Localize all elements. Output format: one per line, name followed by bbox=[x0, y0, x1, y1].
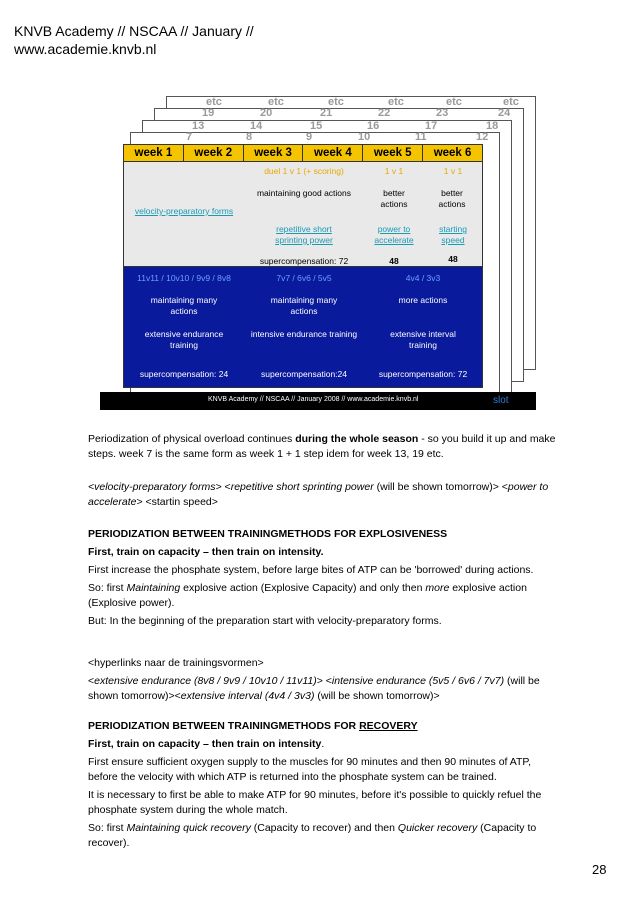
etc-label: etc bbox=[328, 96, 344, 108]
link-repetitive-sprinting[interactable]: repetitive short sprinting power bbox=[230, 481, 374, 493]
duel-label: duel 1 v 1 (+ scoring) bbox=[264, 166, 344, 176]
text-span: explosive action (Explosive Capacity) and only then bbox=[180, 582, 426, 594]
link-extensive-interval[interactable]: extensive interval (4v4 / 3v3) bbox=[180, 690, 315, 702]
week-number: 10 bbox=[358, 131, 371, 143]
supercompensation-label: supercompensation: 72 bbox=[378, 369, 468, 379]
text-span: . bbox=[321, 738, 325, 750]
repetitive-sprinting-link[interactable]: repetitive short sprinting power bbox=[275, 224, 333, 245]
one-v-one-label: 1 v 1 bbox=[384, 166, 404, 176]
paragraph: First ensure sufficient oxygen supply to the muscles for 90 minutes and then 90 minutes of ATP, before the velocity with which ATP is returned into the phosphate system can be trained. bbox=[88, 756, 531, 783]
text-span: (will be shown tomorrow)>< bbox=[88, 675, 540, 702]
game-forms-label[interactable]: 11v11 / 10v10 / 9v9 / 8v8 bbox=[137, 273, 231, 283]
week-number: 20 bbox=[260, 107, 273, 119]
week-number: 8 bbox=[246, 131, 253, 143]
endurance-section bbox=[123, 266, 483, 388]
week-number: 13 bbox=[192, 120, 205, 132]
text-span: explosive action (Explosive power). bbox=[88, 582, 527, 609]
week-number: 21 bbox=[320, 107, 333, 119]
week-number: 17 bbox=[425, 120, 438, 132]
paragraph: But: In the beginning of the preparation start with velocity-preparatory forms. bbox=[88, 615, 442, 627]
etc-label: etc bbox=[446, 96, 462, 108]
link-extensive-endurance[interactable]: extensive endurance (8v8 / 9v9 / 10v10 / 11v11) bbox=[94, 675, 317, 687]
week-label: week 2 bbox=[184, 145, 244, 161]
slot-link[interactable]: slot bbox=[493, 395, 509, 406]
paragraph-links-explosive bbox=[88, 480, 558, 510]
extensive-endurance-training: extensive endurance training bbox=[144, 329, 224, 350]
week-number: 22 bbox=[378, 107, 391, 119]
section-subheading: First, train on capacity – then train on intensity. bbox=[88, 546, 324, 558]
text-emphasis: during the whole season bbox=[295, 433, 419, 445]
text-span: (will be shown tomorrow)> < bbox=[373, 481, 508, 493]
etc-label: etc bbox=[268, 96, 284, 108]
explosiveness-section bbox=[123, 162, 483, 267]
extensive-interval-training: extensive interval training bbox=[390, 329, 456, 350]
maintaining-many-actions: maintaining many actions bbox=[270, 295, 338, 316]
text-span: < bbox=[88, 675, 95, 687]
velocity-preparatory-link[interactable]: velocity-preparatory forms bbox=[134, 206, 234, 216]
more-actions: more actions bbox=[398, 295, 448, 305]
text-span: (will be shown tomorrow)> bbox=[314, 690, 440, 702]
page-number: 28 bbox=[592, 862, 607, 877]
text-emphasis: Maintaining quick recovery bbox=[126, 822, 251, 834]
section-explosiveness bbox=[88, 527, 558, 629]
supercompensation-label: supercompensation: 72 bbox=[259, 256, 349, 266]
game-forms-label[interactable]: 4v4 / 3v3 bbox=[405, 273, 441, 283]
week-number: 24 bbox=[498, 107, 511, 119]
text-span: (Capacity to recover). bbox=[88, 822, 537, 849]
week-number: 14 bbox=[250, 120, 263, 132]
paragraph bbox=[88, 821, 558, 851]
week-label: week 6 bbox=[433, 147, 472, 159]
link-intensive-endurance[interactable]: intensive endurance (5v5 / 6v6 / 7v7) bbox=[331, 675, 505, 687]
section-recovery bbox=[88, 719, 558, 851]
text-span: PERIODIZATION BETWEEN TRAININGMETHODS FOR bbox=[88, 720, 360, 732]
periodization-slide bbox=[100, 80, 536, 410]
paragraph: First increase the phosphate system, before large bites of ATP can be 'borrowed' during actions. bbox=[88, 564, 534, 576]
power-to-accelerate-link[interactable]: power to accelerate bbox=[374, 224, 414, 245]
one-v-one-label: 1 v 1 bbox=[443, 166, 463, 176]
paragraph-hyperlinks bbox=[88, 656, 558, 704]
supercompensation-value: 48 bbox=[448, 254, 458, 264]
slide-footer-text: KNVB Academy // NSCAA // January 2008 // www.academie.knvb.nl bbox=[208, 396, 419, 403]
week-number: 11 bbox=[415, 131, 427, 143]
paragraph-intro bbox=[88, 432, 558, 462]
maintaining-many-actions: maintaining many actions bbox=[150, 295, 218, 316]
week-number: 16 bbox=[367, 120, 380, 132]
week-number: 19 bbox=[202, 107, 215, 119]
better-actions: better actions bbox=[438, 188, 466, 209]
text-emphasis: Quicker recovery bbox=[397, 822, 478, 834]
etc-label: etc bbox=[388, 96, 404, 108]
week-number: 9 bbox=[306, 131, 313, 143]
week-label: week 5 bbox=[363, 145, 423, 161]
better-actions: better actions bbox=[380, 188, 408, 209]
text-span: Periodization of physical overload continues bbox=[88, 433, 296, 445]
etc-label: etc bbox=[206, 96, 222, 108]
supercompensation-label: supercompensation: 24 bbox=[139, 369, 229, 379]
supercompensation-value: 48 bbox=[389, 256, 399, 266]
text-span: (Capacity to recover) and then bbox=[250, 822, 398, 834]
intensive-endurance-training: intensive endurance training bbox=[250, 329, 358, 339]
header-line-2: www.academie.knvb.nl bbox=[14, 41, 157, 57]
text-span: > < bbox=[316, 675, 332, 687]
section-subheading bbox=[88, 737, 558, 752]
link-velocity-forms[interactable]: <velocity-preparatory forms> bbox=[88, 481, 222, 493]
week-number: 7 bbox=[186, 131, 193, 143]
link-power-accelerate[interactable]: power to accelerate bbox=[88, 481, 549, 508]
week-label: week 4 bbox=[303, 145, 363, 161]
etc-label: etc bbox=[503, 96, 519, 108]
starting-speed-link[interactable]: starting speed bbox=[439, 224, 467, 245]
text-emphasis: RECOVERY bbox=[359, 720, 418, 732]
text-span: > <startin speed> bbox=[136, 496, 218, 508]
paragraph: It is necessary to first be able to make ATP for 90 minutes, before it's possible to quickly refuel the phosphate system during the whole match. bbox=[88, 789, 542, 816]
game-forms-label[interactable]: 7v7 / 6v6 / 5v5 bbox=[276, 273, 332, 283]
week-label: week 1 bbox=[124, 145, 184, 161]
text-emphasis: First, train on capacity – then train on intensity bbox=[88, 738, 322, 750]
text-span: - so you build it up and make steps. week 7 is the same form as week 1 + 1 step idem for week 13, 19 etc. bbox=[88, 433, 556, 460]
header-line-1: KNVB Academy // NSCAA // January // bbox=[14, 23, 254, 39]
maintaining-good-actions: maintaining good actions bbox=[256, 188, 352, 198]
text-span: So: first bbox=[88, 582, 127, 594]
document-header bbox=[14, 22, 254, 58]
text-span: < bbox=[221, 481, 231, 493]
text-emphasis: Maintaining bbox=[126, 582, 181, 594]
hyperlinks-note: <hyperlinks naar de trainingsvormen> bbox=[88, 657, 264, 669]
week-header-bar bbox=[123, 144, 483, 162]
text-emphasis: more bbox=[425, 582, 450, 594]
supercompensation-label: supercompensation:24 bbox=[260, 369, 347, 379]
week-label: week 3 bbox=[244, 145, 304, 161]
section-heading: PERIODIZATION BETWEEN TRAININGMETHODS FOR EXPLOSIVENESS bbox=[88, 528, 448, 540]
paragraph bbox=[88, 581, 558, 611]
section-heading bbox=[88, 719, 558, 734]
week-number: 15 bbox=[310, 120, 323, 132]
week-number: 12 bbox=[476, 131, 489, 143]
week-number: 18 bbox=[486, 120, 499, 132]
week-number: 23 bbox=[436, 107, 449, 119]
text-span: So: first bbox=[88, 822, 127, 834]
